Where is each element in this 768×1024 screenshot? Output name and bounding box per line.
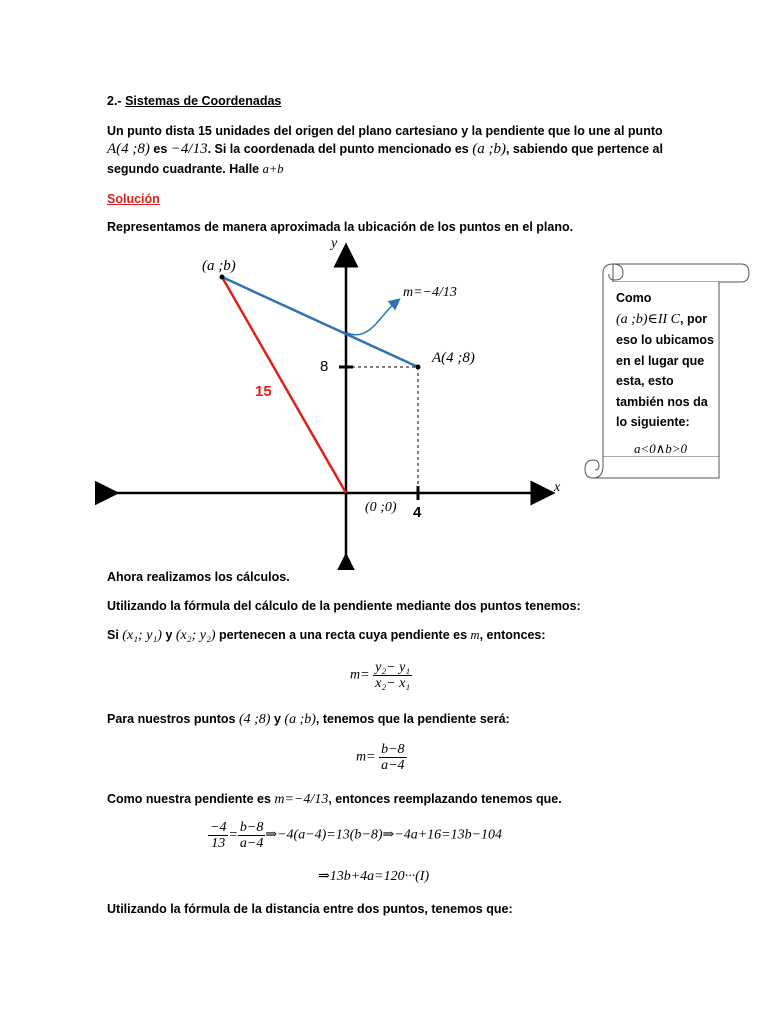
eq-num-1: −4	[210, 820, 227, 835]
slope2-denominator: a−4	[381, 758, 405, 773]
replace-line	[107, 792, 562, 808]
replace-end: , entonces reemplazando tenemos que.	[328, 792, 562, 806]
eq-den-2: a−4	[239, 836, 264, 851]
slope-line	[222, 277, 418, 367]
section-title: Sistemas de Coordenadas	[125, 94, 282, 108]
our-and-text: y	[273, 712, 281, 726]
note-line-1-end: , por	[680, 311, 708, 326]
point-2: (x₂; y₂)	[175, 628, 216, 643]
y-axis-label: y	[331, 236, 338, 251]
problem-line-3	[107, 162, 284, 177]
note-line-3: eso lo ubicamos	[616, 333, 714, 347]
our-points-end: , tenemos que la pendiente será:	[315, 712, 510, 726]
slope-label: m=−4/13	[403, 285, 457, 300]
solution-label: Solución	[107, 192, 160, 206]
note-condition: a<0∧b>0	[634, 440, 688, 456]
distance-label: 15	[255, 383, 272, 400]
origin-label: (0 ;0)	[365, 500, 397, 515]
tick-y-label: 8	[320, 358, 329, 375]
note-text	[616, 288, 714, 459]
slope2-fraction	[379, 742, 406, 773]
equation-1	[208, 820, 502, 851]
formula-numerator: y₂− y₁	[375, 660, 411, 675]
problem-point-ab: (a ;b)	[472, 141, 506, 157]
calc-intro: Ahora realizamos los cálculos.	[107, 570, 290, 584]
note-line-7: lo siguiente:	[616, 415, 690, 429]
slope-formula-2	[356, 742, 407, 773]
problem-line-2-rest: . Si la coordenada del punto mencionado es	[207, 142, 469, 156]
formula-lhs: m=	[350, 667, 370, 683]
and-text: y	[165, 628, 173, 642]
note-line-1: Como	[616, 291, 652, 305]
si-text: Si	[107, 628, 119, 642]
our-points-text: Para nuestros puntos	[107, 712, 236, 726]
note-line-2	[616, 309, 714, 331]
formula-denominator: x₂− x₁	[375, 676, 411, 691]
problem-target: a+b	[262, 162, 284, 176]
problem-line-2-end: , sabiendo que pertence al	[505, 142, 663, 156]
tick-x-label: 4	[413, 504, 422, 521]
problem-line-3-text: segundo cuadrante. Halle	[107, 162, 260, 176]
slope2-lhs: m=	[356, 749, 376, 765]
intro-text: Representamos de manera aproximada la ubicación de los puntos en el plano.	[107, 220, 574, 234]
note-math-1: (a ;b)∈II C	[616, 311, 681, 327]
problem-slope-value: −4/13	[170, 141, 208, 157]
point-ab-label: (a ;b)	[202, 258, 236, 274]
formula-fraction	[373, 660, 412, 691]
slope2-numerator: b−8	[381, 742, 405, 757]
point-a	[416, 365, 421, 370]
eq-den-1: 13	[211, 836, 226, 851]
problem-line-2	[107, 141, 663, 158]
our-point-2: (a ;b)	[284, 712, 316, 727]
replace-math: m=−4/13	[274, 792, 329, 807]
distance-line	[222, 277, 346, 493]
eq-fraction-1	[208, 820, 228, 851]
slope-formula	[350, 660, 412, 691]
note-line-6: también nos da	[616, 394, 708, 409]
distance-intro: Utilizando la fórmula de la distancia entre dos puntos, tenemos que:	[107, 902, 513, 916]
entonces-text: , entonces:	[479, 628, 546, 642]
x-axis-label: x	[554, 480, 561, 495]
points-line	[107, 628, 546, 644]
section-number: 2.-	[107, 94, 122, 108]
slope-formula-intro: Utilizando la fórmula del cálculo de la pendiente mediante dos puntos tenemos:	[107, 599, 581, 613]
problem-es: es	[153, 142, 168, 156]
eq-rest: ⇒−4(a−4)=13(b−8)⇒−4a+16=13b−104	[265, 827, 503, 843]
problem-line-1: Un punto dista 15 unidades del origen del plano cartesiano y la pendiente que lo une al punto	[107, 124, 663, 138]
eq-equals: =	[228, 827, 238, 843]
equation-2: ⇒13b+4a=120···(I)	[318, 869, 430, 884]
note-line-5: esta, esto	[616, 374, 674, 388]
slope-arrow	[347, 302, 396, 335]
replace-text: Como nuestra pendiente es	[107, 792, 271, 806]
point-ab	[220, 275, 225, 280]
point-a-label: A(4 ;8)	[432, 350, 475, 366]
eq-fraction-2	[238, 820, 265, 851]
eq-num-2: b−8	[239, 820, 264, 835]
problem-point-a: A(4 ;8)	[107, 141, 150, 157]
our-points-line	[107, 712, 510, 728]
coordinate-graph	[95, 230, 575, 570]
belong-text: pertenecen a una recta cuya pendiente es	[219, 628, 468, 642]
section-heading	[107, 94, 281, 108]
our-point-1: (4 ;8)	[238, 712, 271, 727]
m-symbol: m	[470, 628, 480, 642]
note-line-4: en el lugar que	[616, 353, 705, 368]
point-1: (x₁; y₁)	[122, 628, 162, 643]
